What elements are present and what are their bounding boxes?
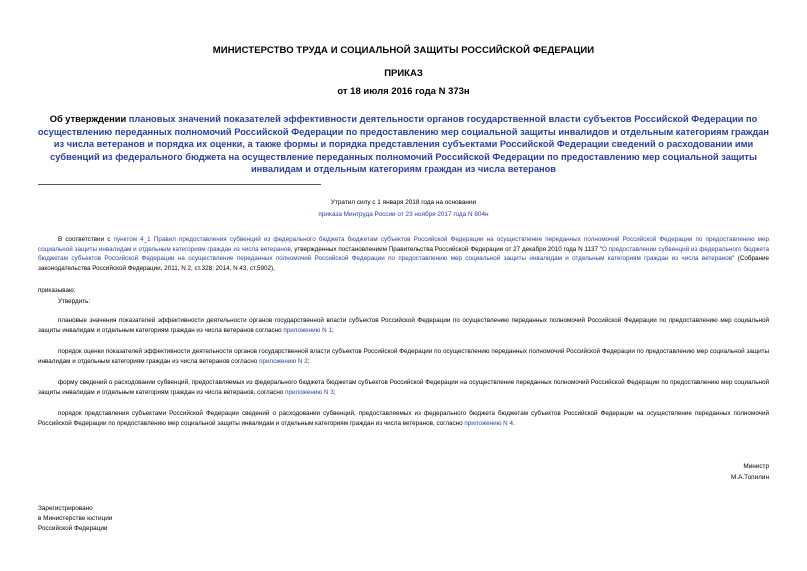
item-paragraph-3	[38, 378, 769, 397]
appendix-1-link[interactable]: приложению N 1	[283, 326, 332, 334]
item-paragraph-2	[38, 347, 769, 366]
appendix-3-link[interactable]: приложению N 3	[285, 388, 334, 396]
appendix-2-link[interactable]: приложению N 2	[259, 357, 308, 365]
preamble-text-3: " (Собрание законодательства Российской Федерации, 2011, N 2, ст.328; 2014, N 43, ст.5902),	[38, 255, 769, 272]
preamble-link-rules[interactable]: пунктом 4_1 Правил предоставления субвенций из федерального бюджета бюджетам субъектов Российской Федерации на осуществление переданных полномочий Российской Федерации по предоставлению мер социальной защиты инвалидам и отдельным категориям граждан из числа ветеранов	[38, 236, 770, 253]
order-word: приказываю:	[38, 287, 76, 294]
item-text: порядок оценки показателей эффективности деятельности органов государственной власти субъектов Российской Федерации по осуществлению переданных полномочий Российской Федерации по предоставлению мер социальной защиты инвалидам и отдельным категориям граждан из числа ветеранов согласно	[38, 348, 769, 365]
document-type-heading: ПРИКАЗ	[384, 68, 423, 79]
item-end: .	[512, 419, 515, 427]
title-link[interactable]: плановых значений показателей эффективности деятельности органов государственной власти субъектов Российской Федерации по осуществлению переданных полномочий Российской Федерации по предоставлению мер социальной защиты инвалидов и отдельным категориям граждан из числа ветеранов и порядка их оценки, а также формы и порядка представления субъектами Российской Федерации сведений о расходовании ими субвенций из федерального бюджета на осуществление переданных полномочий Российской Федерации по предоставлению мер социальной защиты инвалидам и отдельным категориям граждан из числа ветеранов	[37, 114, 770, 175]
lost-force-note	[0, 197, 807, 221]
approve-word: Утвердить:	[58, 298, 91, 305]
document-title	[34, 113, 773, 176]
registration-line-3: Российской Федерации	[38, 525, 108, 533]
item-text: порядок представления субъектами Российской Федерации сведений о расходовании субвенций, предоставляемых из федерального бюджета бюджетам субъектов Российской Федерации на осуществление переданных полномочий Российской Федерации по предоставлению мер социальной защиты инвалидам и отдельным категориям граждан из числа ветеранов, согласно	[38, 410, 769, 427]
lost-force-text: Утратил силу с 1 января 2018 года на основании	[330, 199, 477, 206]
signature-name: М.А.Топилин	[731, 473, 769, 481]
item-paragraph-4	[38, 409, 769, 428]
registration-block	[38, 504, 112, 535]
preamble-text-2: , утвержденных постановлением Правительства Российской Федерации от 27 декабря 2010 года N 1137 "	[290, 245, 603, 253]
registration-line-2: в Министерстве юстиции	[38, 515, 113, 523]
lost-force-link[interactable]: приказа Минтруда России от 23 ноября 2017 года N 804н	[318, 211, 489, 218]
ministry-heading: МИНИСТЕРСТВО ТРУДА И СОЦИАЛЬНОЙ ЗАЩИТЫ РОССИЙСКОЙ ФЕДЕРАЦИИ	[212, 45, 595, 56]
signature-block	[731, 462, 769, 483]
item-end: ;	[307, 357, 310, 365]
item-text: форму сведений о расходовании субвенций, предоставляемых из федерального бюджета бюджетам субъектов Российской Федерации на осуществление переданных полномочий Российской Федерации по предоставлению мер социальной защиты инвалидам и отдельным категориям граждан из числа ветеранов, согласно	[38, 379, 769, 396]
item-paragraph-1	[38, 316, 769, 335]
appendix-4-link[interactable]: приложению N 4	[464, 419, 513, 427]
preamble-text-1: В соответствии с	[58, 236, 114, 243]
date-number-heading: от 18 июля 2016 года N 373н	[337, 86, 470, 97]
item-end: ;	[333, 388, 336, 396]
title-prefix: Об утверждении	[49, 114, 129, 124]
separator-line	[38, 184, 321, 185]
registration-line-1: Зарегистрировано	[38, 505, 93, 512]
item-text: плановые значения показателей эффективности деятельности органов государственной власти субъектов Российской Федерации по осуществлению переданных полномочий Российской Федерации по предоставлению мер социальной защиты инвалидам и отдельным категориям граждан из числа ветеранов согласно	[38, 317, 769, 334]
preamble-paragraph	[38, 235, 769, 273]
item-end: ;	[331, 326, 334, 334]
signature-position: Министр	[743, 463, 769, 470]
preamble-link-resolution[interactable]: О предоставлении субвенций из федерального бюджета бюджетам субъектов Российской Федерации на осуществление переданных полномочий Российской Федерации по предоставлению мер социальной защиты инвалидам и отдельным категориям граждан из числа ветеранов	[38, 245, 769, 263]
